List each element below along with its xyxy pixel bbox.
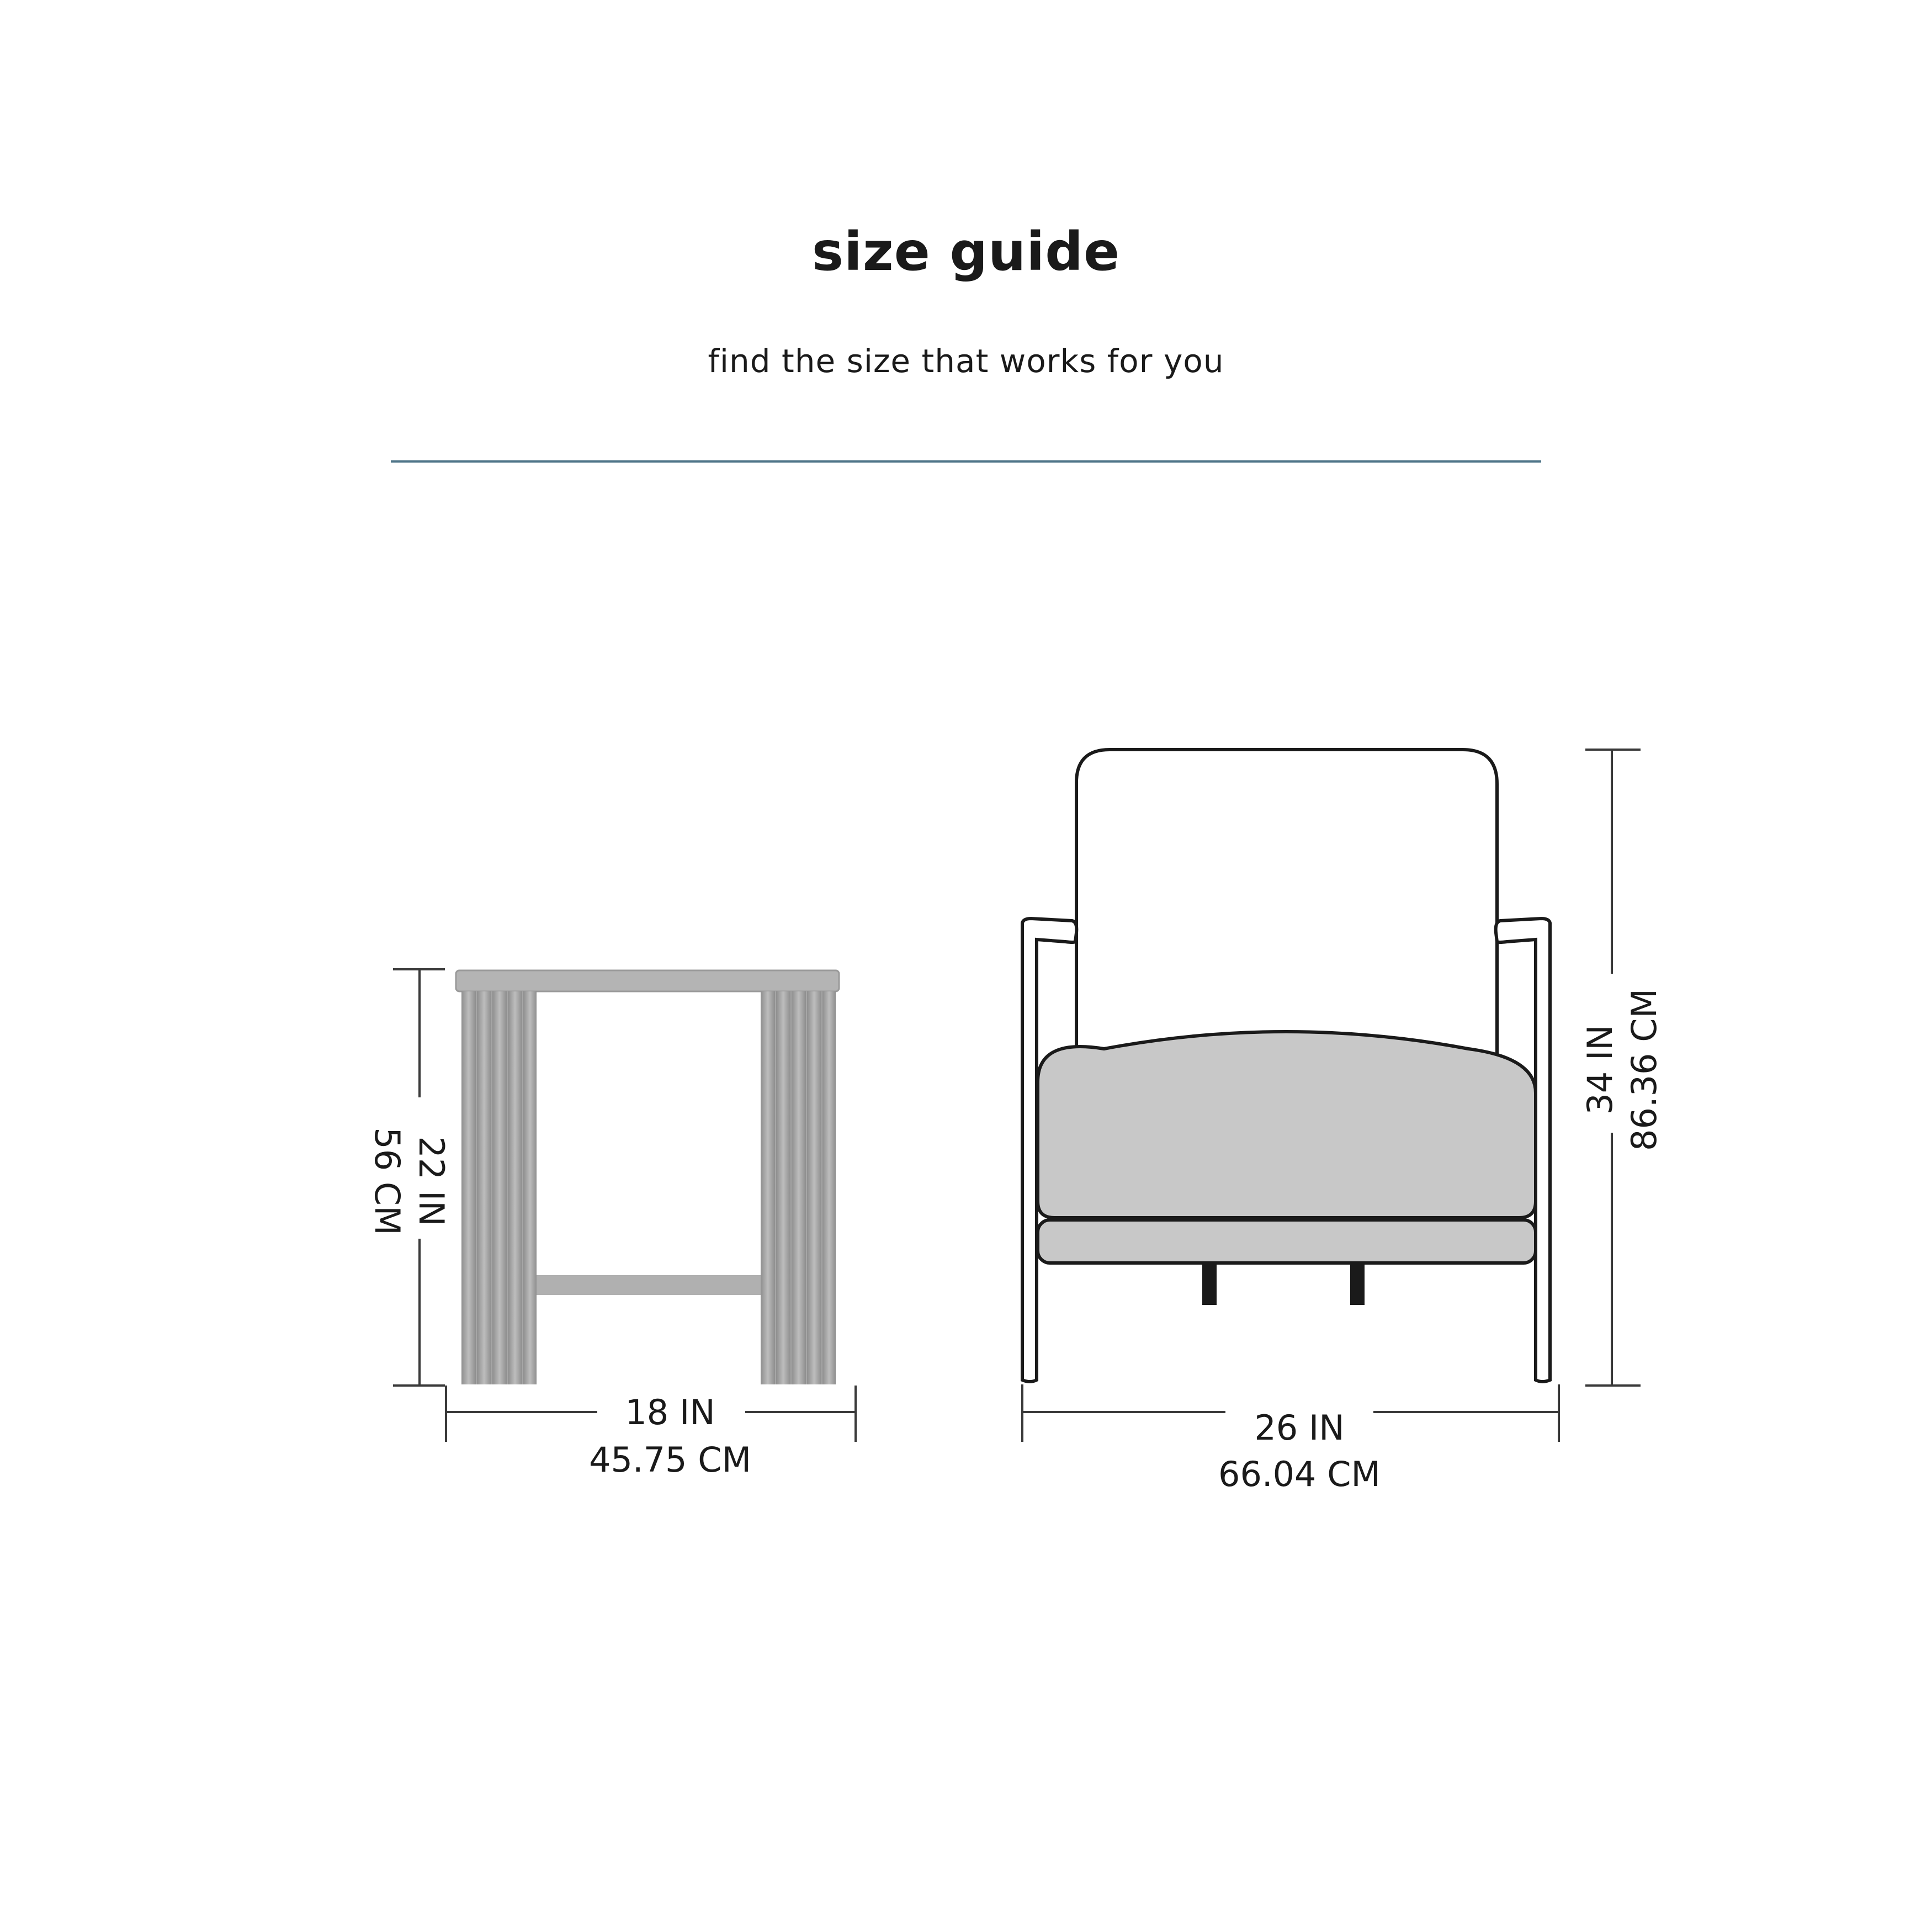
table-height-in: 22 IN (411, 1136, 452, 1227)
chair-support-right (1350, 1264, 1365, 1305)
chair-support-left (1202, 1264, 1217, 1305)
chair-height-in: 34 IN (1580, 1025, 1620, 1115)
table-leg-left (461, 991, 537, 1384)
page-subtitle: find the size that works for you (708, 342, 1224, 380)
side-table (456, 970, 839, 1384)
chair-seat-base (1038, 1220, 1536, 1263)
table-leg-right (761, 991, 836, 1384)
chair-seat-cushion (1038, 1032, 1536, 1218)
page-title: size guide (811, 221, 1121, 283)
chair-height-cm: 86.36 CM (1624, 989, 1664, 1151)
table-width-in: 18 IN (625, 1392, 715, 1432)
table-top (456, 970, 839, 991)
table-width-cm: 45.75 CM (589, 1440, 751, 1480)
armchair (1022, 750, 1550, 1382)
table-stretcher (537, 1275, 761, 1295)
table-height-cm: 56 CM (367, 1127, 407, 1235)
chair-backrest (1076, 750, 1497, 1054)
chair-width-cm: 66.04 CM (1218, 1454, 1381, 1494)
chair-width-in: 26 IN (1254, 1408, 1345, 1448)
